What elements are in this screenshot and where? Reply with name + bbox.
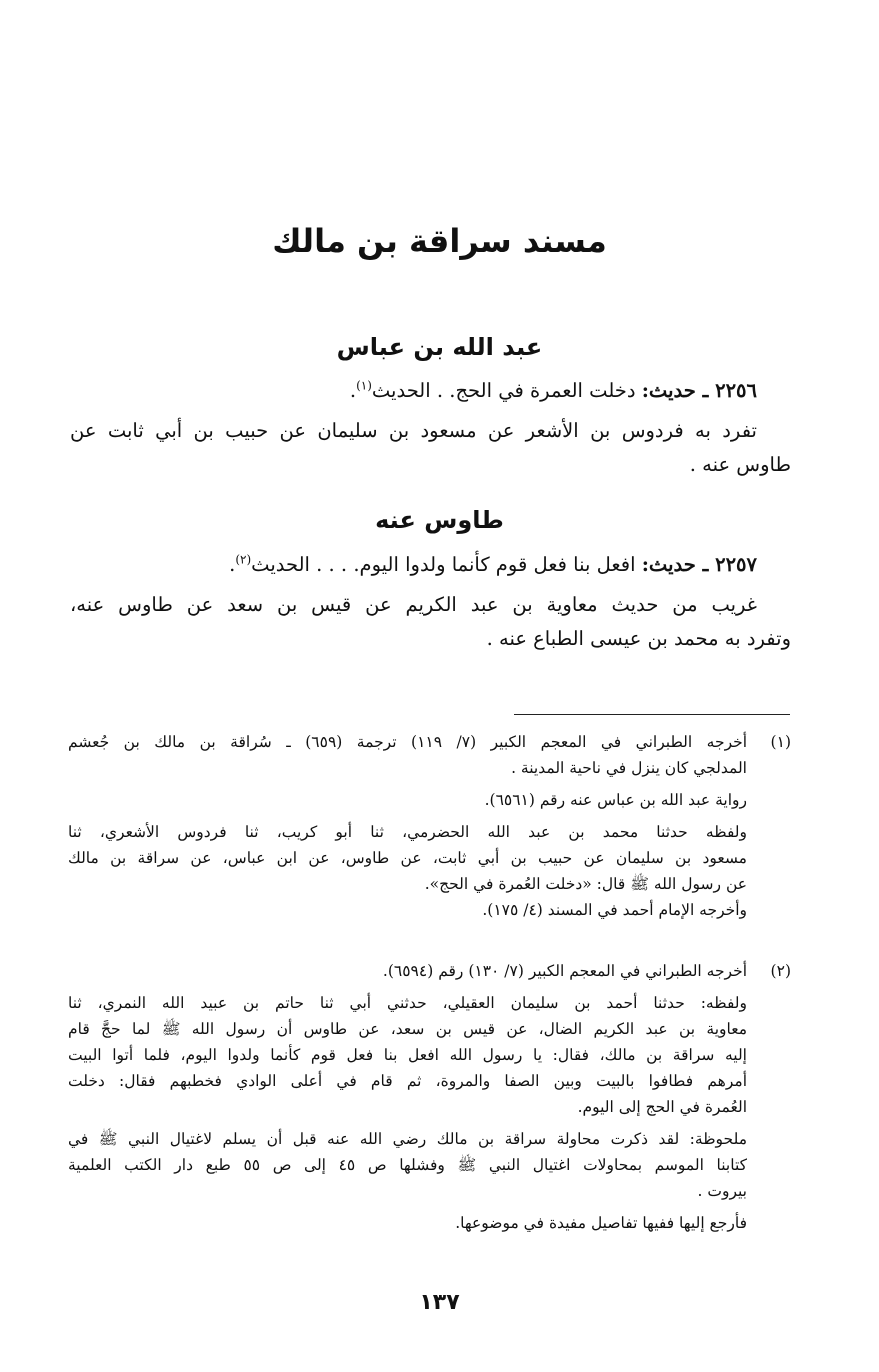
- footnote-line: إليه سراقة بن مالك، فقال: يا رسول الله افعل بنا فعل قوم كأنما ولدوا اليوم، فلما أتوا البيت: [68, 1046, 747, 1064]
- hadith-note-line: تفرد به فردوس بن الأشعر عن مسعود بن سليمان عن حبيب بن أبي ثابت عن: [70, 419, 757, 442]
- hadith-note-line: طاوس عنه .: [689, 453, 791, 476]
- hadith-note-line: غريب من حديث معاوية بن عبد الكريم عن قيس بن سعد عن طاوس عنه،: [70, 593, 757, 616]
- footnote-line: وأخرجه الإمام أحمد في المسند (٤/ ١٧٥).: [482, 901, 747, 919]
- footnote-ref: (١): [356, 378, 372, 393]
- footnote-line: مسعود بن سليمان عن حبيب بن أبي ثابت، عن طاوس، عن ابن عباس، عن سراقة بن مالك: [68, 849, 747, 867]
- footnote-line: عن رسول الله ﷺ قال: «دخلت العُمرة في الحج».: [424, 875, 747, 893]
- footnote-body: [68, 958, 747, 1236]
- footnote-line: كتابنا الموسم بمحاولات اغتيال النبي ﷺ وفشلها ص ٤٥ إلى ص ٥٥ طبع دار الكتب العلمية: [68, 1156, 747, 1174]
- hadith-line: [70, 548, 791, 582]
- footnote-line: أخرجه الطبراني في المعجم الكبير (٧/ ١٣٠) رقم (٦٥٩٤).: [382, 962, 747, 980]
- footnote-line: بيروت .: [697, 1182, 747, 1200]
- footnote-number: (١): [770, 733, 791, 751]
- period: .: [229, 553, 236, 576]
- footnote-ref: (٢): [235, 552, 252, 567]
- footnote-divider: [514, 714, 790, 715]
- hadith-text: دخلت العمرة في الحج. . الحديث: [371, 379, 636, 402]
- section-heading-ibn-abbas: عبد الله بن عباس: [336, 333, 543, 361]
- footnote-line: ولفظه حدثنا محمد بن عبد الله الحضرمي، ثنا أبو كريب، ثنا فردوس الأشعري، ثنا: [68, 823, 747, 841]
- hadith-number: ٢٢٥٦ ـ حديث:: [641, 379, 757, 402]
- hadith-text: افعل بنا فعل قوم كأنما ولدوا اليوم. . . . الحديث: [251, 553, 636, 576]
- page-title: مسند سراقة بن مالك: [272, 222, 607, 260]
- footnote-line: ملحوظة: لقد ذكرت محاولة سراقة بن مالك رضي الله عنه قبل أن يسلم لاغتيال النبي ﷺ في: [68, 1130, 747, 1148]
- footnote-2: [68, 958, 791, 1242]
- hadith-note-line: وتفرد به محمد بن عيسى الطباع عنه .: [486, 627, 791, 650]
- footnote-1: [68, 729, 791, 929]
- hadith-2256: [70, 374, 791, 482]
- period: .: [349, 379, 357, 402]
- footnote-line: معاوية بن عبد الكريم الضال، عن قيس بن سعد، عن طاوس أن رسول الله ﷺ لما حجَّ قام: [68, 1020, 747, 1038]
- footnote-body: [68, 729, 747, 923]
- footnote-line: فأرجع إليها ففيها تفاصيل مفيدة في موضوعها.: [455, 1214, 747, 1232]
- section-heading-tawus: طاوس عنه: [375, 506, 504, 534]
- footnote-line: العُمرة في الحج إلى اليوم.: [577, 1098, 747, 1116]
- footnote-line: ولفظه: حدثنا أحمد بن سليمان العقيلي، حدثني أبي ثنا حاتم بن عبيد الله النمري، ثنا: [68, 994, 747, 1012]
- hadith-number: ٢٢٥٧ ـ حديث:: [641, 553, 757, 576]
- hadith-2257: [70, 548, 791, 656]
- footnote-number: (٢): [770, 962, 791, 980]
- hadith-line: [70, 374, 791, 408]
- footnote-line: أمرهم فطافوا بالبيت وبين الصفا والمروة، ثم قام في أعلى الوادي فخطبهم فقال: دخلت: [68, 1072, 747, 1090]
- footnote-line: المدلجي كان ينزل في ناحية المدينة .: [511, 759, 747, 777]
- footnote-line: رواية عبد الله بن عباس عنه رقم (٦٥٦١).: [484, 791, 747, 809]
- footnote-line: أخرجه الطبراني في المعجم الكبير (٧/ ١١٩) ترجمة (٦٥٩) ـ سُراقة بن مالك بن جُعشم: [68, 733, 748, 751]
- page-number: ١٣٧: [419, 1290, 460, 1315]
